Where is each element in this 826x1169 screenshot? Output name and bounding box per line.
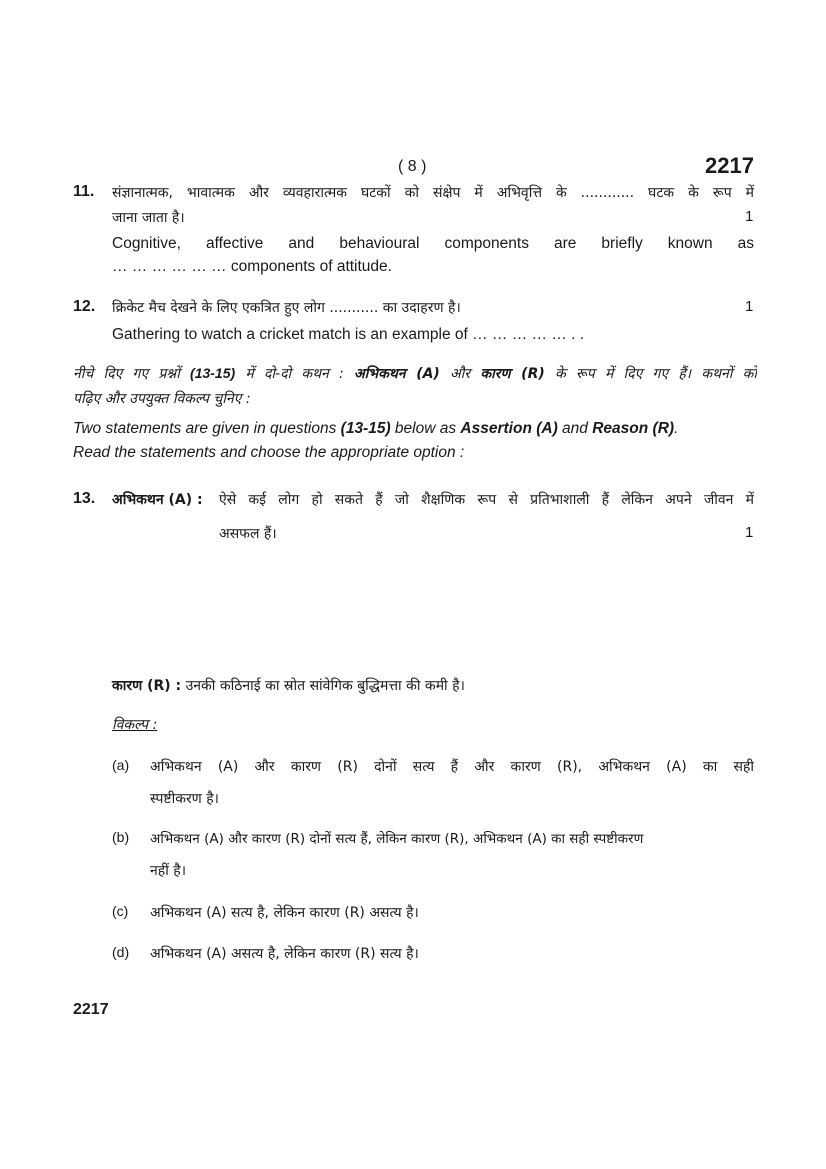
question-12-number: 12. (73, 298, 96, 315)
assertion-line2: असफल हैं। (219, 526, 277, 542)
question-11-english-line2: … … … … … … components of attitude. (112, 258, 392, 275)
question-11-hindi-line2: जाना जाता है। (112, 210, 185, 226)
question-13-number: 13. (73, 490, 96, 507)
question-12-english: Gathering to watch a cricket match is an example of … … … … … . . (112, 326, 585, 343)
reason-statement (112, 676, 465, 695)
option-d-key: (d) (112, 944, 130, 960)
question-11-english-line1: Cognitive, affective and behavioural components are briefly known as (112, 235, 754, 252)
question-11-hindi-line1: संज्ञानात्मक, भावात्मक और व्यवहारात्मक घटकों को संक्षेप में अभिवृत्ति के ............ घटक के रूप में (112, 185, 754, 201)
option-c-line1: अभिकथन (A) सत्य है, लेकिन कारण (R) असत्य है। (150, 905, 419, 921)
option-a-line2: स्पष्टीकरण है। (150, 791, 219, 807)
question-11-marks: 1 (745, 208, 754, 225)
options-label: विकल्प : (112, 717, 158, 733)
option-c-key: (c) (112, 903, 129, 919)
instructions-english-line1: Two statements are given in questions (13-15) below as Assertion (A) and Reason (R). (73, 420, 679, 437)
option-d-line1: अभिकथन (A) असत्य है, लेकिन कारण (R) सत्य है। (150, 946, 419, 962)
question-12-hindi: क्रिकेट मैच देखने के लिए एकत्रित हुए लोग ........... का उदाहरण है। (112, 300, 461, 316)
instructions-hindi-line1: नीचे दिए गए प्रश्नों (13-15) में दो-दो कथन : अभिकथन (A) और कारण (R) के रूप में दिए गए हैं। कथनों को (73, 365, 757, 382)
question-12-marks: 1 (745, 298, 754, 315)
question-13-marks: 1 (745, 524, 754, 541)
option-b-key: (b) (112, 829, 130, 845)
option-b-line2: नहीं है। (150, 863, 187, 879)
reason-text: उनकी कठिनाई का स्रोत सांवेगिक बुद्धिमत्ता की कमी है। (181, 678, 465, 694)
instructions-hindi-line2: पढ़िए और उपयुक्त विकल्प चुनिए : (73, 391, 251, 407)
paper-code-footer: 2217 (73, 1001, 109, 1018)
question-11-number: 11. (73, 183, 95, 200)
paper-code-header: 2217 (705, 153, 754, 178)
option-a-key: (a) (112, 757, 130, 773)
page-number: ( 8 ) (398, 158, 427, 175)
option-b-line1: अभिकथन (A) और कारण (R) दोनों सत्य हैं, लेकिन कारण (R), अभिकथन (A) का सही स्पष्टीकरण (150, 831, 644, 847)
assertion-line1: ऐसे कई लोग हो सकते हैं जो शैक्षणिक रूप से प्रतिभाशाली हैं लेकिन अपने जीवन में (219, 492, 754, 508)
instructions-english-line2: Read the statements and choose the appropriate option : (73, 444, 465, 461)
option-a-line1: अभिकथन (A) और कारण (R) दोनों सत्य हैं और कारण (R), अभिकथन (A) का सही (150, 759, 754, 775)
reason-label: कारण (R) : (112, 678, 182, 694)
assertion-label: अभिकथन (A) : (112, 492, 203, 508)
